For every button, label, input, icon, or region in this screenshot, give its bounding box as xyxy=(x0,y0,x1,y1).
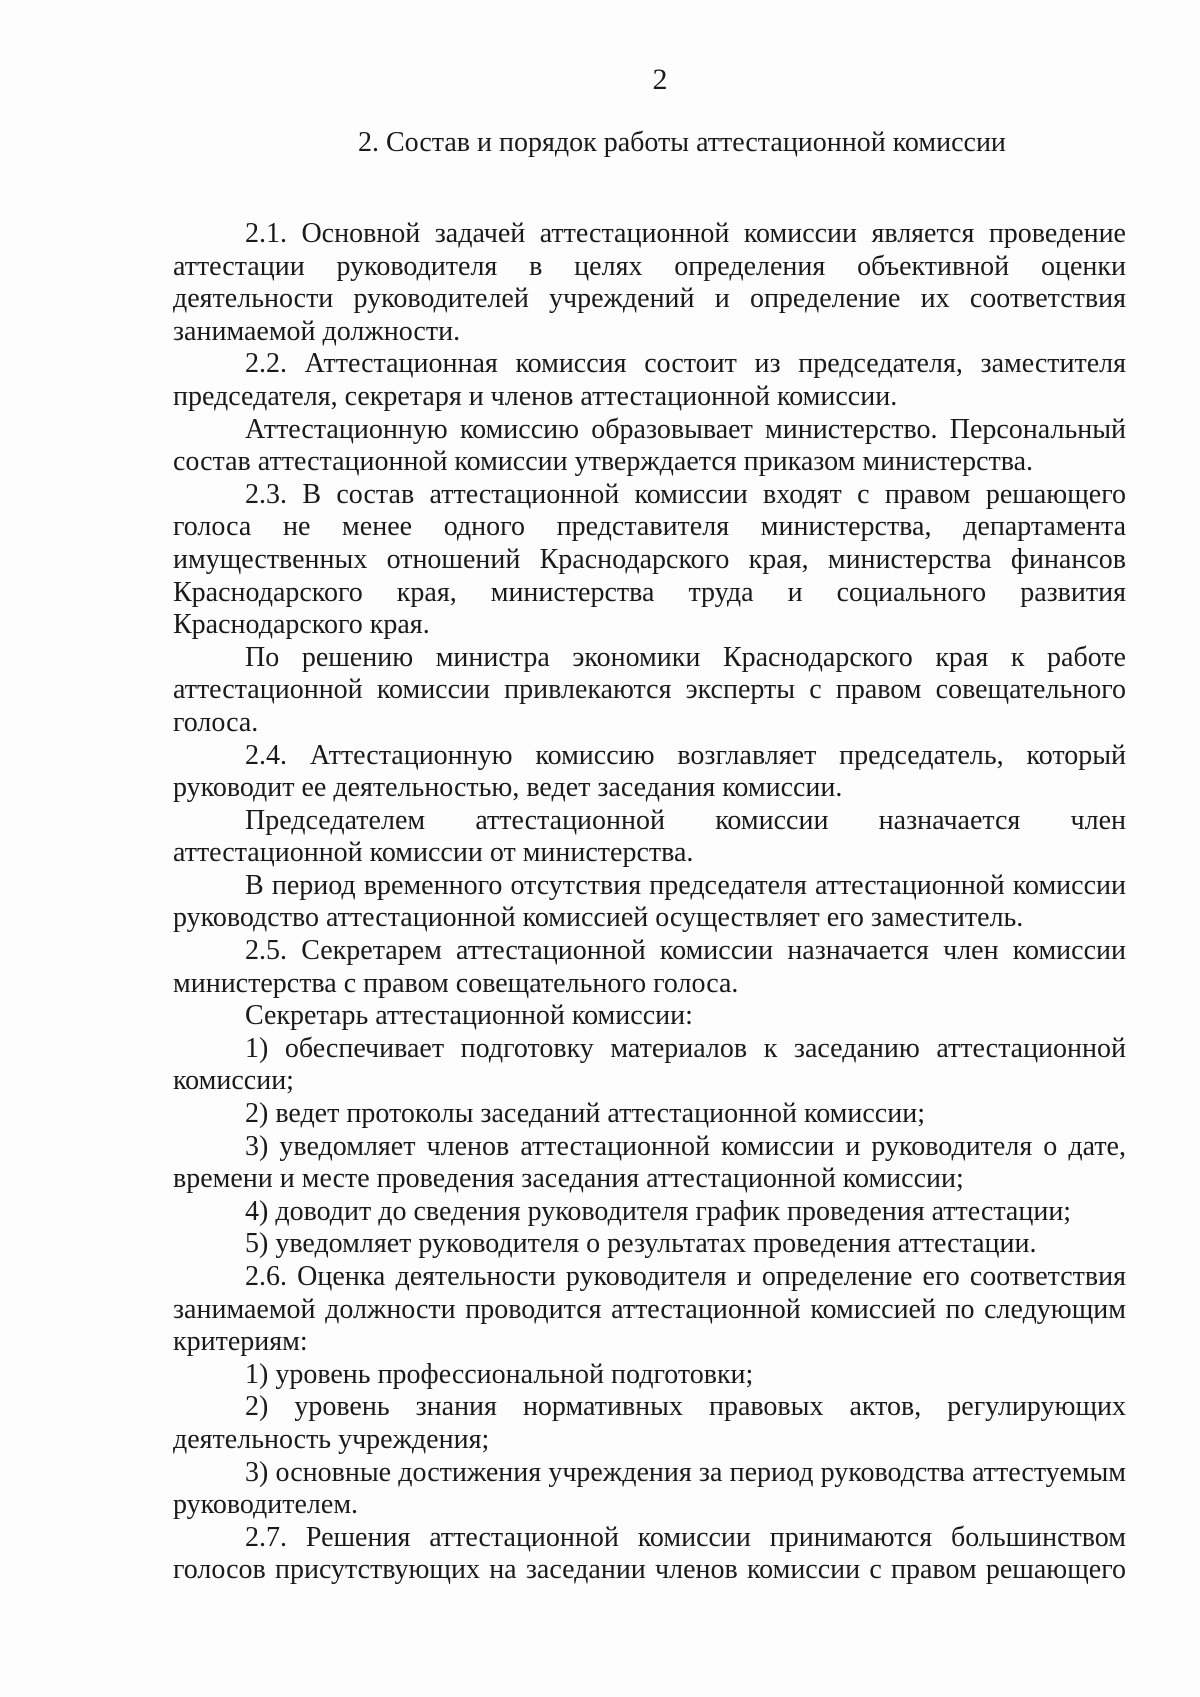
page-number: 2 xyxy=(652,63,668,96)
list-item: 3) основные достижения учреждения за период руководства аттестуемым руководителем. xyxy=(173,1456,1126,1521)
paragraph: 2.2. Аттестационная комиссия состоит из председателя, заместителя председателя, секретаря и членов аттестационной комиссии. xyxy=(173,348,1126,412)
paragraph: 2.5. Секретарем аттестационной комиссии назначается член комиссии министерства с правом совещательного голоса. xyxy=(173,935,1126,999)
paragraph: В период временного отсутствия председателя аттестационной комиссии руководство аттестационной комиссией осуществляет его заместитель. xyxy=(173,869,1126,934)
section-title: 2. Состав и порядок работы аттестационной комиссии xyxy=(358,127,1006,158)
paragraph: 2.4. Аттестационную комиссию возглавляет председатель, который руководит ее деятельностью, ведет заседания комиссии. xyxy=(173,739,1126,804)
paragraph: 2.1. Основной задачей аттестационной комиссии является проведение аттестации руководителя в целях определения объективной оценки деятельности руководителей учреждений и определение их соответствия занимаемой должности. xyxy=(173,218,1126,347)
paragraph: 2.7. Решения аттестационной комиссии принимаются большинством голосов присутствующих на заседании членов комиссии с правом решающего xyxy=(173,1521,1126,1586)
list-item: 2) уровень знания нормативных правовых актов, регулирующих деятельность учреждения; xyxy=(173,1391,1126,1455)
paragraph: По решению министра экономики Краснодарского края к работе аттестационной комиссии привлекаются эксперты с правом совещательного голоса. xyxy=(173,641,1126,738)
paragraph: 2.3. В состав аттестационной комиссии входят с правом решающего голоса не менее одного представителя министерства, департамента имущественных отношений Краснодарского края, министерства финансов Краснодарского края, министерства труда и социального развития Краснодарского края. xyxy=(173,478,1126,641)
list-item: 1) обеспечивает подготовку материалов к заседанию аттестационной комиссии; xyxy=(173,1032,1126,1097)
list-item: 4) доводит до сведения руководителя график проведения аттестации; xyxy=(245,1195,1072,1227)
list-item: 5) уведомляет руководителя о результатах проведения аттестации. xyxy=(245,1228,1037,1260)
paragraph: Секретарь аттестационной комиссии: xyxy=(245,1000,693,1032)
document-body xyxy=(173,218,1126,1587)
list-item: 3) уведомляет членов аттестационной комиссии и руководителя о дате, времени и месте проведения заседания аттестационной комиссии; xyxy=(173,1130,1126,1195)
paragraph: Аттестационную комиссию образовывает министерство. Персональный состав аттестационной комиссии утверждается приказом министерства. xyxy=(173,413,1126,478)
paragraph: 2.6. Оценка деятельности руководителя и определение его соответствия занимаемой должности проводится аттестационной комиссией по следующим критериям: xyxy=(173,1261,1126,1358)
paragraph: Председателем аттестационной комиссии назначается член аттестационной комиссии от министерства. xyxy=(173,804,1126,869)
list-item: 1) уровень профессиональной подготовки; xyxy=(245,1358,754,1390)
list-item: 2) ведет протоколы заседаний аттестационной комиссии; xyxy=(245,1098,925,1130)
